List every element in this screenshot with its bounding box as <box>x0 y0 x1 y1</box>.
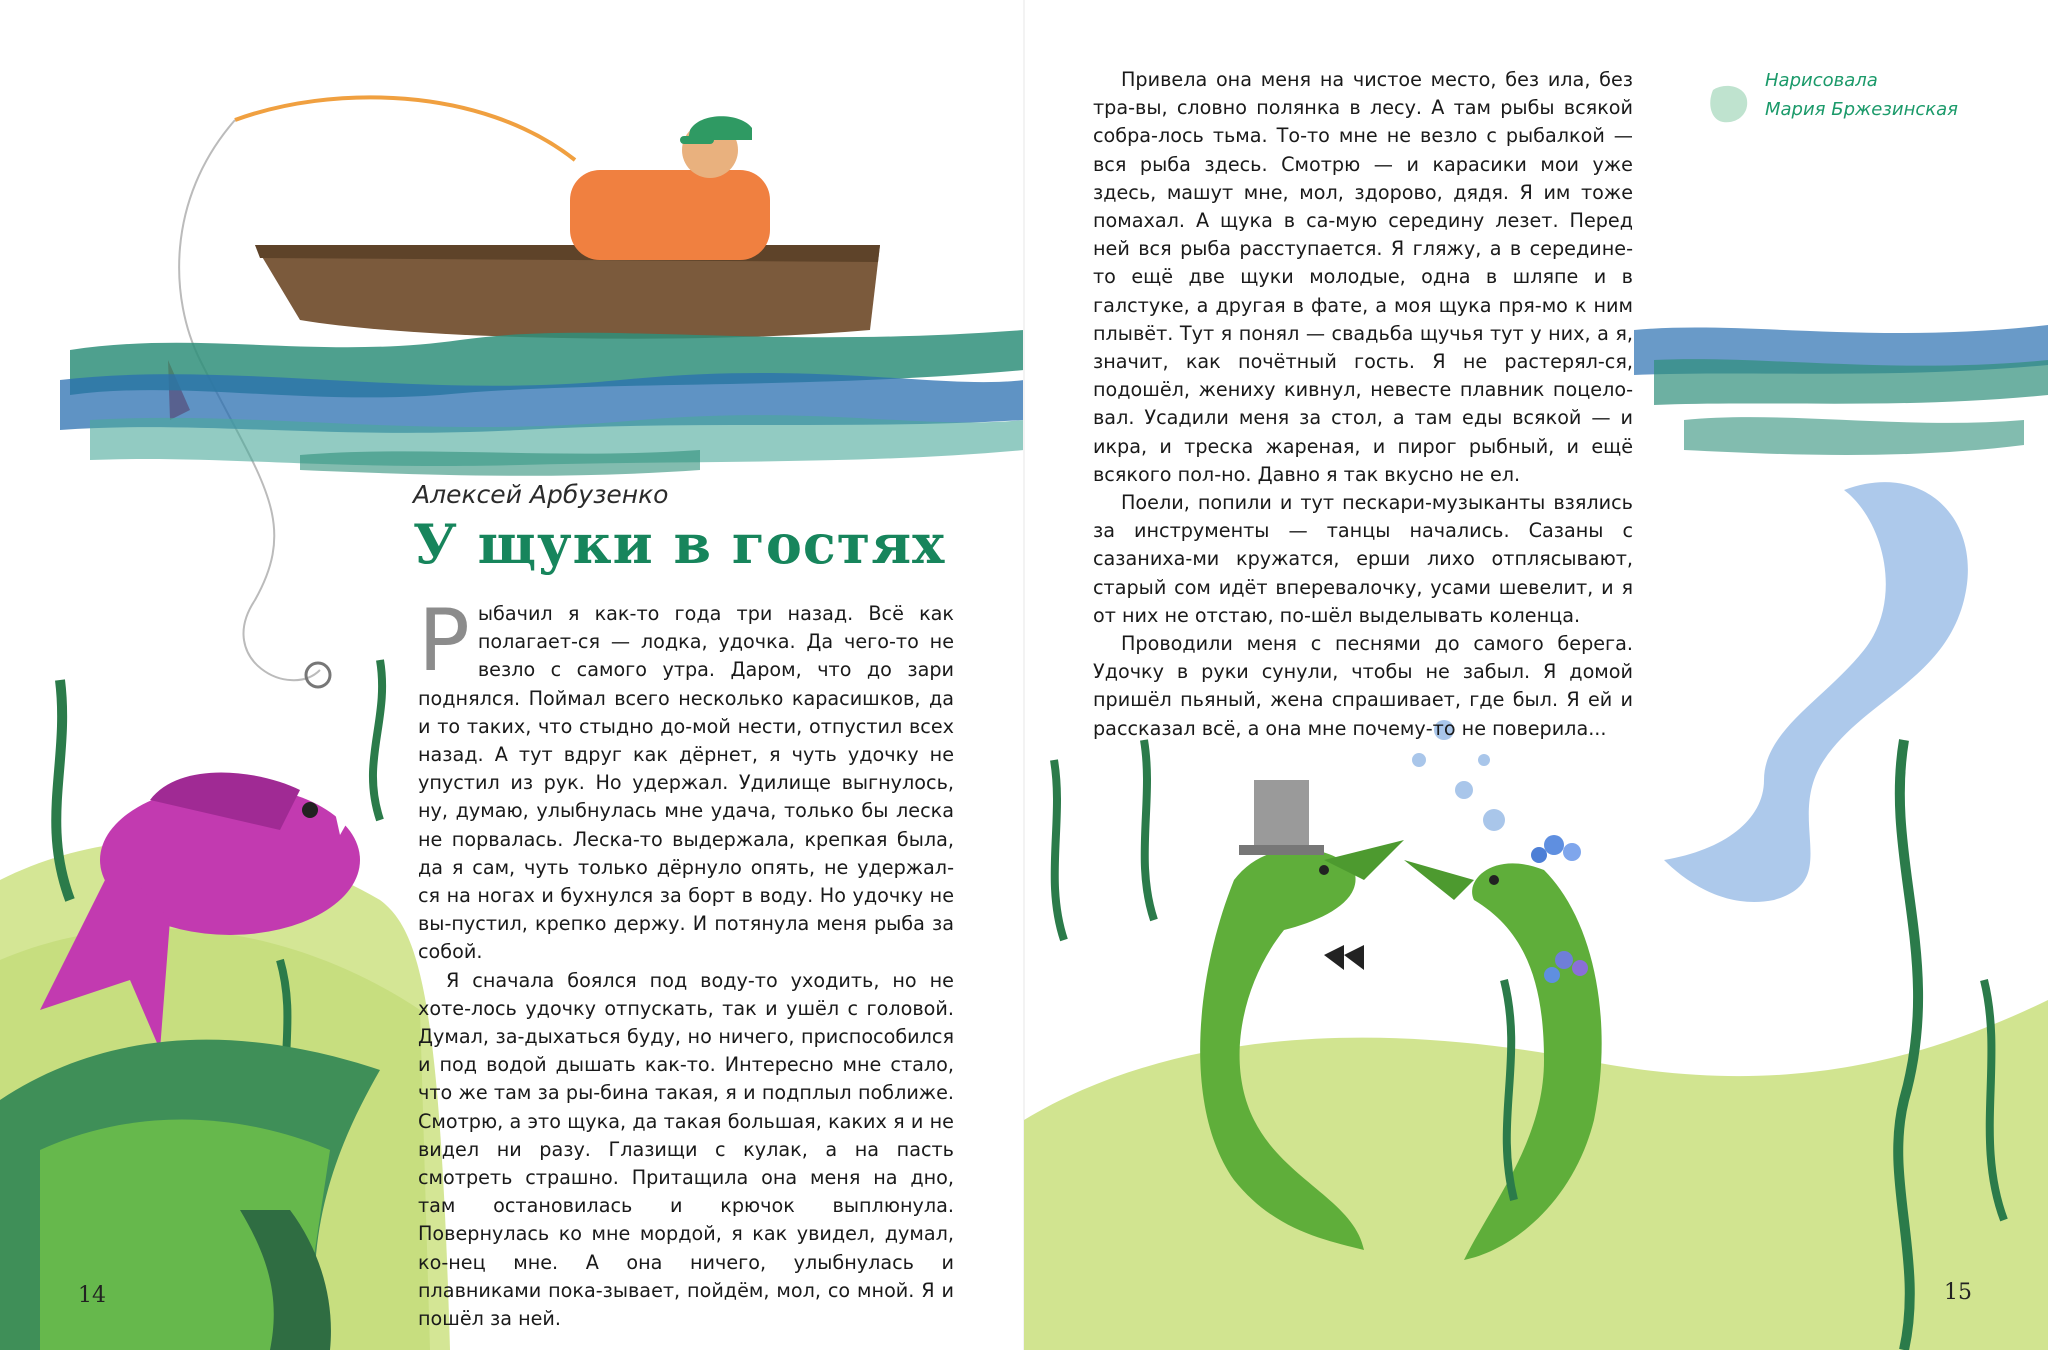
illustrator-credit <box>1765 66 1958 124</box>
paragraph: Я сначала боялся под воду-то уходить, но не хоте-лось удочку отпускать, так и ушёл с головой. Думал, за-дыхаться буду, но ничего, приспособился и под водой дышать как-то. Интересно мне стало, что же там за ры-бина такая, я и подплыл поближе. Смотрю, а это щука, да такая большая, каких я и не видел ни разу. Глазищи с кулак, а на пасть смотреть страшно. Притащила она меня на дно, там остановилась и крючок выплюнула. Повернулась ко мне мордой, я как увидел, думал, ко-нец мне. А она ничего, улыбнулась и плавниками пока-зывает, пойдём, мол, со мной. Я и пошёл за ней. <box>418 968 954 1331</box>
paragraph: Поели, попили и тут пескари-музыканты взялись за инструменты — танцы начались. Сазаны с сазаниха-ми кружатся, ерши лихо отплясывают, старый сом идёт вперевалочку, усами шевелит, и я от них не отстаю, по-шёл выделывать коленца. <box>1093 491 1633 627</box>
page-number-right: 15 <box>1944 1280 1972 1305</box>
illustrator-name: Мария Бржезинская <box>1765 99 1958 120</box>
paragraph: Проводили меня с песнями до самого берега. Удочку в руки сунули, чтобы не забыл. Я домой пришёл пьяный, жена спрашивает, где был. Я ей и рассказал всё, а она мне почему-то не поверила... <box>1093 632 1633 740</box>
paragraph-text: ыбачил я как-то года три назад. Всё как полагает-ся — лодка, удочка. Да чего-то не везло с самого утра. Даром, что до зари поднялся. Поймал всего несколько карасишков, да и то таких, что стыдно до-мой нести, отпустил всех назад. А тут вдруг как дёрнет, я чуть удочку не упустил из рук. Но удержал. Удилище выгнулось, ну, думаю, улыбнулась мне удача, только бы леска не порвалась. Леска-то выдержала, крепкая была, да я сам, чуть только дёрнуло опять, не удержал-ся на ногах и бухнулся за борт в воду. Но удочку не вы-пустил, крепко держу. И потянула меня рыба за собой. <box>418 602 954 964</box>
right-page <box>1024 0 2048 1350</box>
paragraph: Привела она меня на чистое место, без ила, без тра-вы, словно полянка в лесу. А там рыбы всякой собра-лось тьма. То-то мне не везло с рыбалкой — вся рыба здесь. Смотрю — и карасики мои уже здесь, машут мне, мол, здорово, дядя. Я им тоже помахал. А щука в са-мую середину лезет. Перед ней вся рыба расступается. Я гляжу, а в середине-то ещё две щуки молодые, одна в шляпе и в галстуке, а другая в фате, а моя щука пря-мо к ним плывёт. Тут я понял — свадьба щучья тут у них, а я, значит, как почётный гость. Я не растерял-ся, подошёл, жениху кивнул, невесте плавник поцело-вал. Усадили меня за стол, а там еды всякой — и икра, и треска жареная, и пирог рыбный, и ещё всякого пол-но. Давно я так вкусно не ел. <box>1093 68 1633 486</box>
right-text-column <box>1093 66 1633 743</box>
story-title: У щуки в гостях <box>413 512 946 576</box>
author-name: Алексей Арбузенко <box>413 480 669 509</box>
left-text-column <box>418 591 954 1333</box>
page-number-left: 14 <box>78 1283 106 1308</box>
paragraph <box>418 591 954 967</box>
drop-cap: Р <box>418 591 470 691</box>
illustrator-label: Нарисовала <box>1765 70 1878 91</box>
leaf-badge-icon <box>1707 82 1751 126</box>
